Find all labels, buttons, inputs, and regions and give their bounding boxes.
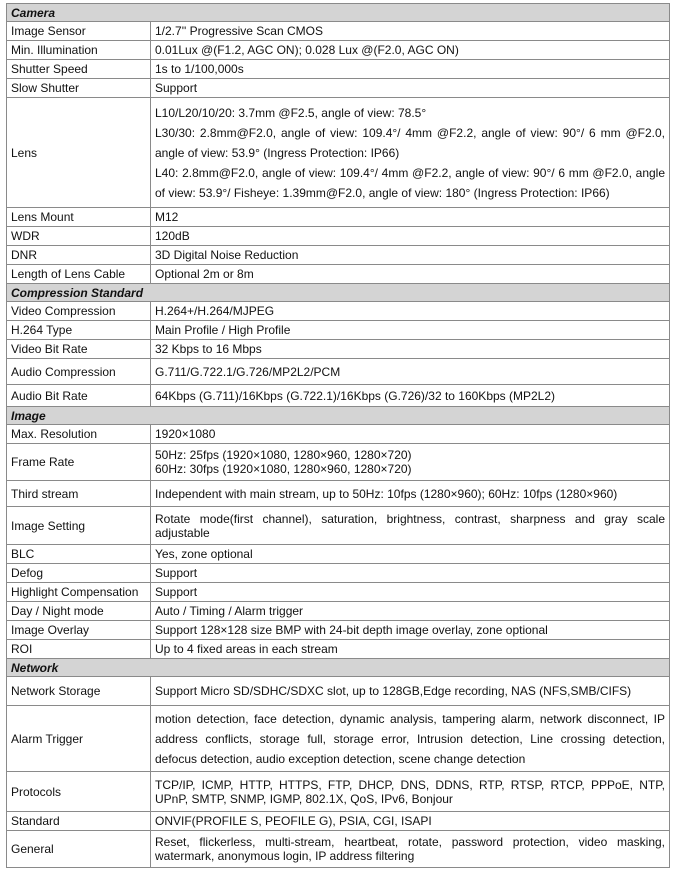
spec-value: Independent with main stream, up to 50Hz: 10fps (1280×960); 60Hz: 10fps (1280×960) [151,481,670,507]
spec-label: Audio Compression [7,359,151,385]
section-title: Image [7,407,670,425]
spec-row-max-resolution [7,425,670,444]
spec-label: Image Overlay [7,621,151,640]
spec-row-image-setting [7,507,670,545]
spec-value: Support [151,564,670,583]
section-header-network [7,659,670,677]
spec-row-general [7,831,670,868]
spec-row-network-storage [7,677,670,706]
spec-label: Lens Mount [7,208,151,227]
spec-value: 1920×1080 [151,425,670,444]
spec-value: 64Kbps (G.711)/16Kbps (G.722.1)/16Kbps (G.726)/32 to 160Kbps (MP2L2) [151,385,670,407]
spec-label: Length of Lens Cable [7,265,151,284]
spec-row-video-compression [7,302,670,321]
spec-value: 1/2.7'' Progressive Scan CMOS [151,22,670,41]
spec-label: Lens [7,98,151,208]
spec-row-image-overlay [7,621,670,640]
section-header-compression [7,284,670,302]
spec-label: WDR [7,227,151,246]
spec-label: Audio Bit Rate [7,385,151,407]
spec-row-day-night [7,602,670,621]
spec-label: ROI [7,640,151,659]
spec-value [151,444,670,481]
spec-row-highlight-compensation [7,583,670,602]
spec-label: Day / Night mode [7,602,151,621]
spec-value [151,98,670,208]
spec-label: BLC [7,545,151,564]
spec-row-roi [7,640,670,659]
frame-rate-60hz: 60Hz: 30fps (1920×1080, 1280×960, 1280×720) [155,462,412,476]
spec-row-h264-type [7,321,670,340]
lens-line-2: L30/30: 2.8mm@F2.0, angle of view: 109.4°/ 4mm @F2.2, angle of view: 90°/ 6 mm @F2.0, angle of view: 53.9° (Ingress Protection: IP66) [155,125,665,160]
spec-row-audio-compression [7,359,670,385]
spec-value: motion detection, face detection, dynamic analysis, tampering alarm, network disconnect, IP address conflicts, storage full, storage error, Intrusion detection, Line crossing detection, defocus detection, audio exception detection, scene change detection [151,706,670,772]
spec-value: 120dB [151,227,670,246]
spec-row-frame-rate [7,444,670,481]
spec-label: Shutter Speed [7,60,151,79]
spec-label: General [7,831,151,868]
spec-row-min-illumination [7,41,670,60]
spec-row-image-sensor [7,22,670,41]
spec-row-dnr [7,246,670,265]
spec-row-shutter-speed [7,60,670,79]
spec-value: Up to 4 fixed areas in each stream [151,640,670,659]
spec-row-lens-mount [7,208,670,227]
spec-row-blc [7,545,670,564]
spec-label: Slow Shutter [7,79,151,98]
spec-value: 0.01Lux @(F1.2, AGC ON); 0.028 Lux @(F2.0, AGC ON) [151,41,670,60]
spec-label: Protocols [7,772,151,812]
section-header-camera [7,4,670,22]
spec-label: Frame Rate [7,444,151,481]
spec-label: Network Storage [7,677,151,706]
spec-row-lens-cable [7,265,670,284]
spec-value: 1s to 1/100,000s [151,60,670,79]
spec-row-third-stream [7,481,670,507]
spec-label: Video Compression [7,302,151,321]
spec-label: H.264 Type [7,321,151,340]
spec-label: Image Sensor [7,22,151,41]
frame-rate-50hz: 50Hz: 25fps (1920×1080, 1280×960, 1280×720) [155,448,412,462]
spec-label: Highlight Compensation [7,583,151,602]
spec-row-alarm-trigger [7,706,670,772]
spec-value: ONVIF(PROFILE S, PEOFILE G), PSIA, CGI, ISAPI [151,812,670,831]
spec-row-defog [7,564,670,583]
spec-label: Max. Resolution [7,425,151,444]
spec-value: 3D Digital Noise Reduction [151,246,670,265]
spec-label: Alarm Trigger [7,706,151,772]
spec-value: TCP/IP, ICMP, HTTP, HTTPS, FTP, DHCP, DNS, DDNS, RTP, RTSP, RTCP, PPPoE, NTP, UPnP, SMTP, SNMP, IGMP, 802.1X, QoS, IPv6, Bonjour [151,772,670,812]
spec-label: Image Setting [7,507,151,545]
spec-row-audio-bit-rate [7,385,670,407]
spec-label: Third stream [7,481,151,507]
section-title: Compression Standard [7,284,670,302]
spec-label: Min. Illumination [7,41,151,60]
spec-value: Support 128×128 size BMP with 24-bit depth image overlay, zone optional [151,621,670,640]
spec-row-slow-shutter [7,79,670,98]
spec-value: Support [151,79,670,98]
spec-label: Defog [7,564,151,583]
spec-label: Video Bit Rate [7,340,151,359]
section-header-image [7,407,670,425]
spec-row-standard [7,812,670,831]
spec-value: Reset, flickerless, multi-stream, heartbeat, rotate, password protection, video masking, watermark, anonymous login, IP address filtering [151,831,670,868]
section-title: Network [7,659,670,677]
spec-label: DNR [7,246,151,265]
spec-value: M12 [151,208,670,227]
spec-value: Auto / Timing / Alarm trigger [151,602,670,621]
section-title: Camera [7,4,670,22]
spec-row-lens [7,98,670,208]
spec-row-protocols [7,772,670,812]
spec-value: Optional 2m or 8m [151,265,670,284]
spec-value: Rotate mode(first channel), saturation, brightness, contrast, sharpness and gray scale adjustable [151,507,670,545]
spec-value: H.264+/H.264/MJPEG [151,302,670,321]
lens-line-3: L40: 2.8mm@F2.0, angle of view: 109.4°/ 4mm @F2.2, angle of view: 90°/ 6 mm @F2.0, angle of view: 53.9°/ Fisheye: 1.39mm@F2.0, angle of view: 180° (Ingress Protection: IP66) [155,165,665,200]
lens-line-1: L10/L20/10/20: 3.7mm @F2.5, angle of view: 78.5° [155,105,427,120]
spec-value: Yes, zone optional [151,545,670,564]
spec-table [6,3,670,868]
spec-value: Support [151,583,670,602]
spec-value: Main Profile / High Profile [151,321,670,340]
spec-row-video-bit-rate [7,340,670,359]
spec-row-wdr [7,227,670,246]
spec-value: G.711/G.722.1/G.726/MP2L2/PCM [151,359,670,385]
spec-value: 32 Kbps to 16 Mbps [151,340,670,359]
spec-label: Standard [7,812,151,831]
spec-value: Support Micro SD/SDHC/SDXC slot, up to 128GB,Edge recording, NAS (NFS,SMB/CIFS) [151,677,670,706]
